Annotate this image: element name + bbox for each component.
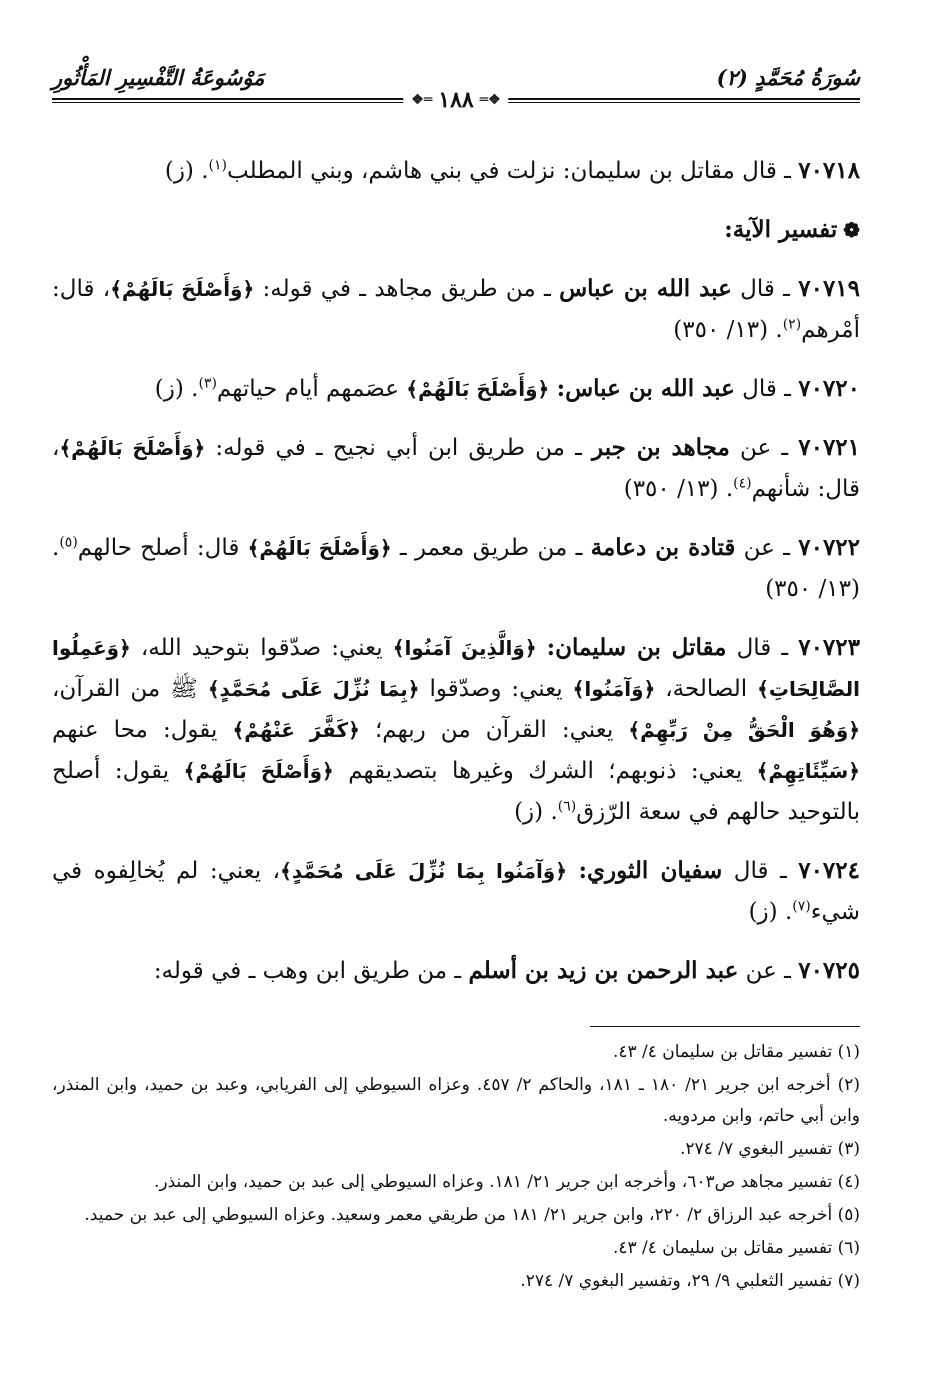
section-title-text: تفسير الآية: <box>724 216 838 243</box>
paragraph-text: . (ز) <box>514 799 558 825</box>
paragraph-group <box>52 150 860 192</box>
quran-quote: ﴿وَعَمِلُوا الصَّالِحَاتِ﴾ <box>52 636 860 701</box>
quran-quote: ﴿وَأَصْلَحَ بَالَهُمْ﴾ <box>59 436 206 460</box>
book-page <box>52 58 860 1328</box>
athar-paragraph <box>52 150 860 192</box>
paragraph-text: ـ عن <box>729 435 799 461</box>
athar-paragraph <box>52 627 860 833</box>
footnote-divider <box>590 1026 860 1027</box>
athar-number: ٧٠٧١٨ <box>798 157 860 184</box>
athar-number: ٧٠٧٢٠ <box>798 375 860 402</box>
paragraph-text: ـ قال <box>734 376 799 402</box>
paragraph-text: ـ من طريق معمر ـ <box>391 535 591 561</box>
paragraph-text: . (ز) <box>154 376 199 402</box>
paragraph-text: يعني: القرآن من ربهم؛ <box>359 717 629 743</box>
paragraph-text: ـ قال <box>731 276 799 302</box>
quran-quote: ﴿وَآمَنُوا﴾ <box>572 677 656 701</box>
footnotes <box>52 1037 860 1297</box>
paragraph-text: يقول: أصلح بالتوحيد حالهم في سعة الرّزق <box>52 758 860 825</box>
quran-quote: ﴿كَفَّرَ عَنْهُمْ﴾ <box>232 718 360 742</box>
footnote-ref: (٥) <box>59 534 78 551</box>
narrator-name: عبد الله بن عباس: <box>556 375 735 402</box>
book-title: مَوْسُوعَةُ التَّفْسِيرِ المَأْثُورِ <box>52 65 265 90</box>
paragraph-text: ـ من طريق مجاهد ـ في قوله: <box>254 276 560 302</box>
quran-quote: ﴿وَأَصْلَحَ بَالَهُمْ﴾ <box>406 377 550 401</box>
athar-paragraph <box>52 368 860 410</box>
section-heading <box>52 209 860 251</box>
quran-quote: ﴿سَيِّئَاتِهِمْ﴾ <box>756 759 861 783</box>
athar-number: ٧٠٧٢١ <box>798 434 861 461</box>
footnote: (٤) تفسير مجاهد ص٦٠٣، وأخرجه ابن جرير ٢١/ ١٨١. وعزاه السيوطي إلى عبد بن حميد، وابن المنذر. <box>153 1172 860 1192</box>
paragraph-text: . (ز) <box>748 899 793 925</box>
paragraph-text: ﷺ من القرآن، <box>52 676 208 702</box>
narrator-name: عبد الله بن عباس <box>559 275 732 302</box>
paragraph-text: يعني: صدّقوا بتوحيد الله، <box>130 635 393 661</box>
athar-paragraph <box>52 427 860 510</box>
paragraph-text: قال: أصلح حالهم <box>77 535 248 561</box>
paragraph-text: . (١٣/ ٣٥٠) <box>623 476 734 502</box>
surah-title: سُورَةُ مُحَمَّدٍ (٢) <box>716 65 860 90</box>
paragraph-text: ، قال: أمْرهم <box>52 276 860 343</box>
paragraph-text <box>549 376 556 402</box>
paragraph-text: . (١٣/ ٣٥٠) <box>52 535 860 602</box>
ornament-icon: ═❖ <box>411 92 433 108</box>
footnote: (١) تفسير مقاتل بن سليمان ٤/ ٤٣. <box>612 1042 860 1062</box>
paragraph-text: عصَمهم أيام حياتهم <box>216 376 407 402</box>
athar-paragraph <box>52 268 860 351</box>
paragraph-text: ـ عن <box>735 535 799 561</box>
flower-icon: ❁ <box>843 218 860 242</box>
main-text <box>52 150 860 992</box>
narrator-name: عبد الرحمن بن زيد بن أسلم <box>468 957 739 984</box>
page-number-box <box>403 87 508 113</box>
quran-quote: ﴿وَأَصْلَحَ بَالَهُمْ﴾ <box>110 277 255 301</box>
paragraph-text: . (١٣/ ٣٥٠) <box>673 317 783 343</box>
paragraph-text <box>567 858 579 884</box>
narrator-name: قتادة بن دعامة <box>590 534 736 561</box>
paragraph-text: يقول: محا عنهم <box>52 717 233 743</box>
footnote-ref: (٣) <box>198 375 217 392</box>
quran-quote: ﴿وَهُوَ الْحَقُّ مِنْ رَبِّهِمْ﴾ <box>628 718 861 742</box>
paragraph-text: ـ قال <box>722 858 799 884</box>
footnote-ref: (٤) <box>733 475 752 492</box>
footnote: (٧) تفسير الثعلبي ٩/ ٢٩، وتفسير البغوي ٧/ ٢٧٤. <box>520 1271 860 1291</box>
athar-number: ٧٠٧٢٥ <box>798 957 860 984</box>
ornament-icon: ❖═ <box>479 92 501 108</box>
paragraph-text: يعني: وصدّقوا <box>419 676 573 702</box>
quran-quote: ﴿بِمَا نُزِّلَ عَلَى مُحَمَّدٍ﴾ <box>207 677 420 701</box>
paragraph-text <box>537 635 547 661</box>
athar-number: ٧٠٧١٩ <box>798 275 861 302</box>
narrator-name: سفيان الثوري: <box>578 857 723 884</box>
footnote: (٢) أخرجه ابن جرير ٢١/ ١٨٠ ـ ١٨١، والحاكم ٢/ ٤٥٧. وعزاه السيوطي إلى الفريابي، وعبد بن حميد، وابن المنذر، وابن أبي حاتم، وابن مردويه. <box>52 1075 860 1126</box>
athar-number: ٧٠٧٢٣ <box>798 634 860 661</box>
athar-paragraph <box>52 527 860 610</box>
footnote-ref: (٧) <box>792 898 811 915</box>
athar-number: ٧٠٧٢٤ <box>798 857 860 884</box>
paragraph-text: ـ عن <box>738 958 799 984</box>
footnote-ref: (٢) <box>782 316 802 333</box>
quran-quote: ﴿وَأَصْلَحَ بَالَهُمْ﴾ <box>247 536 392 560</box>
footnote-ref: (١) <box>208 157 227 174</box>
paragraph-group <box>52 268 860 992</box>
footnote: (٦) تفسير مقاتل بن سليمان ٤/ ٤٣. <box>612 1238 860 1258</box>
paragraph-text: ـ من طريق ابن وهب ـ في قوله: <box>153 958 469 984</box>
narrator-name: مجاهد بن جبر <box>592 434 730 461</box>
athar-number: ٧٠٧٢٢ <box>798 534 861 561</box>
paragraph-text: الصالحة، <box>655 676 758 702</box>
paragraph-text: . (ز) <box>164 158 209 184</box>
quran-quote: ﴿وَالَّذِينَ آمَنُوا﴾ <box>392 636 537 660</box>
paragraph-text: يعني: ذنوبهم؛ الشرك وغيرها بتصديقهم <box>333 758 757 784</box>
quran-quote: ﴿وَأَصْلَحَ بَالَهُمْ﴾ <box>183 759 334 783</box>
paragraph-text: ، يعني: لم يُخالِفوه في شيء <box>52 858 860 925</box>
paragraph-text: ، قال: شأنهم <box>52 435 860 502</box>
page-number: ١٨٨ <box>438 87 474 113</box>
narrator-name: مقاتل بن سليمان: <box>546 634 727 661</box>
footnote: (٣) تفسير البغوي ٧/ ٢٧٤. <box>679 1139 860 1159</box>
footnote-ref: (٦) <box>557 798 577 815</box>
quran-quote: ﴿وَآمَنُوا بِمَا نُزِّلَ عَلَى مُحَمَّدٍ﴾ <box>280 859 567 883</box>
running-header <box>52 58 860 113</box>
footnote: (٥) أخرجه عبد الرزاق ٢/ ٢٢٠، وابن جرير ٢١/ ١٨١ من طريقي معمر وسعيد. وعزاه السيوطي إلى عبد بن حميد. <box>84 1205 860 1225</box>
athar-paragraph <box>52 950 860 992</box>
paragraph-text: ـ قال مقاتل بن سليمان: نزلت في بني هاشم، وبني المطلب <box>227 158 799 184</box>
athar-paragraph <box>52 850 860 933</box>
paragraph-text: ـ قال <box>726 635 799 661</box>
paragraph-text: ـ من طريق ابن أبي نجيح ـ في قوله: <box>205 435 593 461</box>
